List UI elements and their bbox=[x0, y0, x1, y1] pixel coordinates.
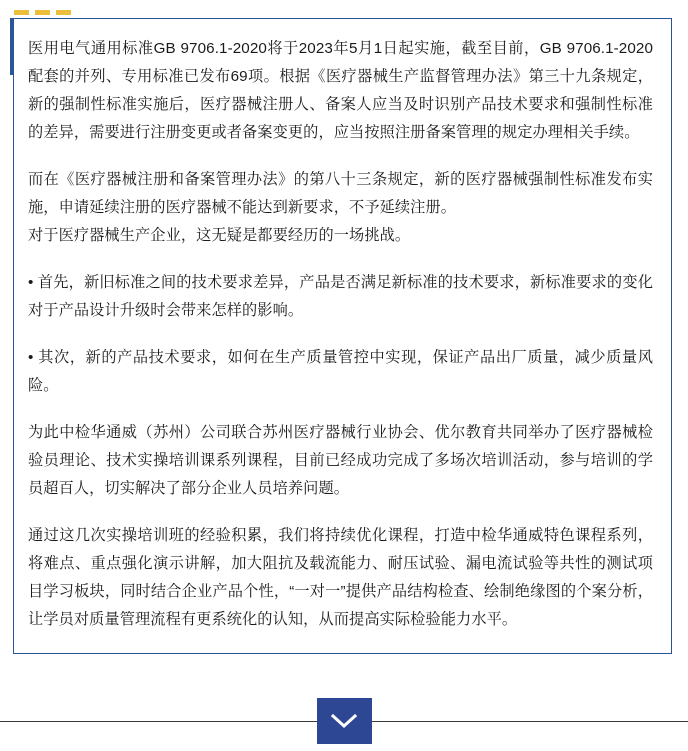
paragraph-outlook: 通过这几次实操培训班的经验积累，我们将持续优化课程，打造中检华通威特色课程系列，将难点、重点强化演示讲解，加大阻抗及载流能力、耐压试验、漏电流试验等共性的测试项目学习板块，同时结合企业产品个性，“一对一”提供产品结构检查、绘制绝缘图的个案分析，让学员对质量管理流程有更系统化的认知，从而提高实际检验能力水平。 bbox=[28, 527, 653, 628]
paragraph-regulation: 而在《医疗器械注册和备案管理办法》的第八十三条规定，新的医疗器械强制性标准发布实施，申请延续注册的医疗器械不能达到新要求，不予延续注册。 bbox=[28, 171, 653, 216]
divider-rule-left bbox=[0, 721, 317, 722]
bullet-second: • 其次，新的产品技术要求，如何在生产质量管控中实现，保证产品出厂质量，减少质量风险。 bbox=[28, 349, 653, 394]
paragraph-intro: 医用电气通用标准GB 9706.1-2020将于2023年5月1日起实施，截至目前，GB 9706.1-2020配套的并列、专用标准已发布69项。根据《医疗器械生产监督管理办法》第三十九条规定，新的强制性标准实施后，医疗器械注册人、备案人应当及时识别产品技术要求和强制性标准的差异，需要进行注册变更或者备案变更的，应当按照注册备案管理的规定办理相关手续。 bbox=[28, 40, 653, 141]
footer-divider bbox=[0, 691, 688, 751]
chevron-down-icon bbox=[331, 713, 357, 729]
divider-rule-right bbox=[372, 721, 688, 722]
dash-mark-1 bbox=[14, 10, 29, 15]
dash-mark-2 bbox=[35, 10, 50, 15]
dash-decoration bbox=[14, 10, 71, 15]
article-body bbox=[28, 35, 653, 634]
bullet-first: • 首先，新旧标准之间的技术要求差异，产品是否满足新标准的技术要求，新标准要求的变化对于产品设计升级时会带来怎样的影响。 bbox=[28, 274, 653, 319]
paragraph-challenge: 对于医疗器械生产企业，这无疑是都要经历的一场挑战。 bbox=[28, 227, 411, 244]
article-card bbox=[13, 18, 672, 654]
paragraph-training: 为此中检华通威（苏州）公司联合苏州医疗器械行业协会、优尔教育共同举办了医疗器械检验员理论、技术实操培训课系列课程，目前已经成功完成了多场次培训活动，参与培训的学员超百人，切实解决了部分企业人员培养问题。 bbox=[28, 424, 653, 497]
expand-more-button[interactable] bbox=[317, 698, 372, 744]
dash-mark-3 bbox=[56, 10, 71, 15]
